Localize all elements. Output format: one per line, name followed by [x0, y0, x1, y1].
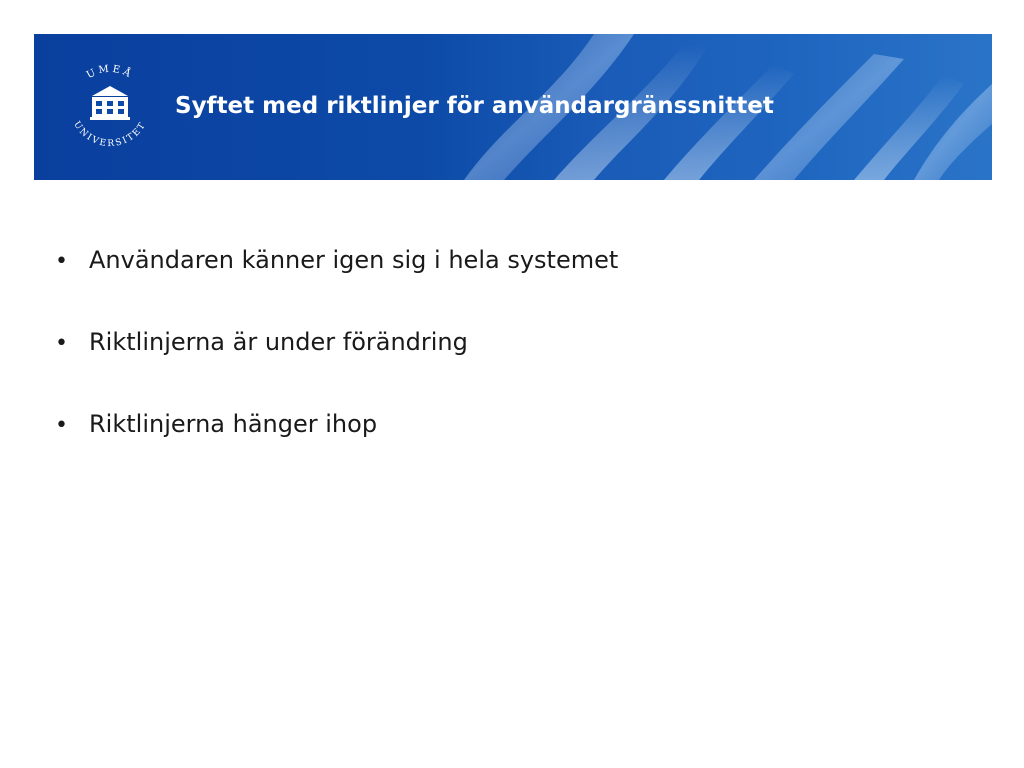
bullet-text: Riktlinjerna hänger ihop: [89, 410, 378, 438]
svg-text:UNIVERSITET: UNIVERSITET: [71, 119, 149, 150]
bullet-dot-icon: •: [55, 413, 68, 438]
svg-text:UMEÅ: UMEÅ: [84, 63, 136, 82]
bullet-text: Användaren känner igen sig i hela systemet: [89, 246, 619, 274]
header-banner: [34, 34, 992, 180]
bullet-dot-icon: •: [55, 331, 68, 356]
bullet-item: [55, 328, 618, 410]
bullet-dot-icon: •: [55, 249, 68, 274]
umea-university-seal-logo: [62, 62, 158, 150]
bullet-text: Riktlinjerna är under förändring: [89, 328, 468, 356]
bullet-list: [55, 246, 618, 492]
slide-title: Syftet med riktlinjer för användargränssnittet: [175, 93, 774, 119]
bullet-item: [55, 410, 618, 492]
bullet-item: [55, 246, 618, 328]
